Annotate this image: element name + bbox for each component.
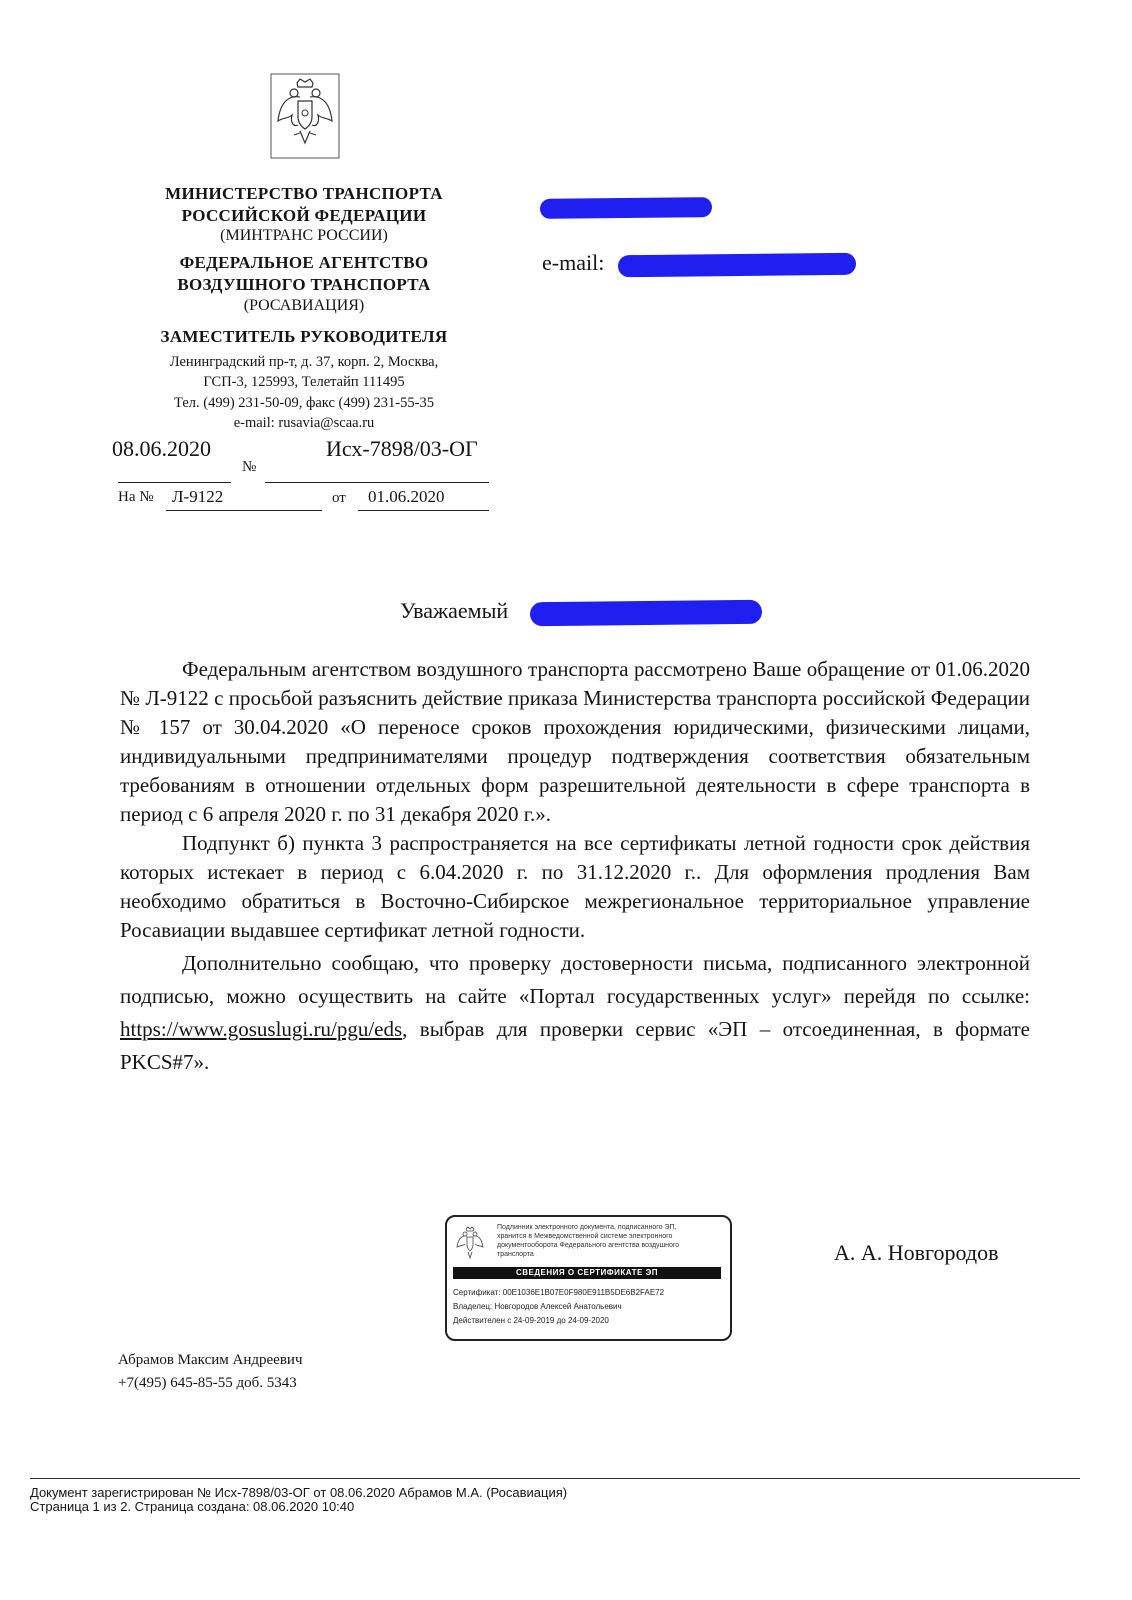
reference-number-underline bbox=[166, 510, 322, 511]
position-title: ЗАМЕСТИТЕЛЬ РУКОВОДИТЕЛЯ bbox=[160, 327, 448, 346]
stamp-caption-line3: документооборота Федерального агентства воздушного bbox=[497, 1242, 680, 1249]
reference-date-underline bbox=[358, 510, 489, 511]
stamp-caption-line1: Подлинник электронного документа, подписанного ЭП, bbox=[497, 1224, 677, 1231]
stamp-emblem-icon bbox=[455, 1225, 485, 1261]
recipient-email-label: e-mail: bbox=[542, 250, 605, 275]
agency-name-line1: ФЕДЕРАЛЬНОЕ АГЕНТСТВО bbox=[179, 253, 429, 272]
stamp-owner: Владелец: Новгородов Алексей Анатольевич bbox=[453, 1302, 622, 1311]
agency-name-line2: ВОЗДУШНОГО ТРАНСПОРТА bbox=[177, 275, 431, 294]
footer-registration-line: Документ зарегистрирован № Исх-7898/03-ОГ от 08.06.2020 Абрамов М.А. (Росавиация) bbox=[30, 1485, 568, 1500]
stamp-certificate-id: Сертификат: 00E1036E1B07E0F980E911B5DE6B2FAE72 bbox=[453, 1288, 665, 1297]
address-line2: ГСП-3, 125993, Телетайп 111495 bbox=[203, 374, 405, 390]
date-underline bbox=[118, 482, 231, 483]
body-paragraph-2: Подпункт б) пункта 3 распространяется на все сертификаты летной годности срок действия которых истекает в период с 6.04.2020 г. по 31.12.2020 г.. Для оформления продления Вам необходимо обратиться в Восточно-Сибирское межрегиональное территориальное управление Росавиации выдавшее сертификат летной годности. bbox=[120, 831, 1030, 942]
stamp-caption-line4: транспорта bbox=[497, 1251, 534, 1258]
ministry-short-name: (МИНТРАНС РОССИИ) bbox=[220, 227, 388, 244]
stamp-validity: Действителен с 24-09-2019 до 24-09-2020 bbox=[453, 1316, 609, 1325]
electronic-signature-stamp bbox=[445, 1215, 732, 1341]
footer-divider bbox=[30, 1478, 1080, 1479]
reference-label: На № bbox=[118, 489, 154, 505]
registration-number: Исх-7898/03-ОГ bbox=[326, 436, 478, 461]
salutation: Уважаемый bbox=[400, 598, 509, 623]
body-paragraph-1: Федеральным агентством воздушного транспорта рассмотрено Ваше обращение от 01.06.2020 № Л-9122 с просьбой разъяснить действие приказа Министерства транспорта российской Федерации № 157 от 30.04.2020 «О переносе сроков прохождения юридическими, физическими лицами, индивидуальными предпринимателями процедур подтверждения соответствия обязательным требованиям в отношении отдельных форм разрешительной деятельности в сфере транспорта в период с 6 апреля 2020 г. по 31 декабря 2020 г.». bbox=[120, 657, 1030, 826]
phone-fax-line: Тел. (499) 231-50-09, факс (499) 231-55-35 bbox=[174, 395, 434, 411]
recipient-email-redaction bbox=[618, 253, 856, 277]
registration-number-label: № bbox=[242, 459, 257, 475]
ministry-name-line1: МИНИСТЕРСТВО ТРАНСПОРТА bbox=[165, 184, 443, 203]
executor-name: Абрамов Максим Андреевич bbox=[118, 1352, 303, 1368]
reference-from-label: от bbox=[332, 490, 346, 506]
coat-of-arms-emblem bbox=[270, 73, 340, 159]
stamp-certificate-header: СВЕДЕНИЯ О СЕРТИФИКАТЕ ЭП bbox=[453, 1267, 721, 1279]
reference-number: Л-9122 bbox=[172, 487, 224, 506]
body-paragraph-3-text: Дополнительно сообщаю, что проверку достоверности письма, подписанного электронной подписью, можно осуществить на сайте «Портал государственных услуг» перейдя по ссылке: bbox=[120, 951, 1030, 1008]
stamp-caption bbox=[497, 1223, 723, 1259]
body-paragraph-3 bbox=[120, 947, 1030, 1079]
stamp-caption-line2: хранится в Межведомственной системе электронного bbox=[497, 1233, 673, 1240]
signatory-name: А. А. Новгородов bbox=[834, 1240, 999, 1265]
executor-phone: +7(495) 645-85-55 доб. 5343 bbox=[118, 1375, 297, 1391]
salutation-name-redaction bbox=[530, 600, 762, 626]
letter-body bbox=[120, 655, 1030, 1079]
agency-short-name: (РОСАВИАЦИЯ) bbox=[243, 297, 365, 314]
registration-date: 08.06.2020 bbox=[112, 436, 211, 461]
recipient-name-redaction bbox=[540, 197, 712, 219]
footer-page-line: Страница 1 из 2. Страница создана: 08.06.2020 10:40 bbox=[30, 1499, 355, 1514]
reference-date: 01.06.2020 bbox=[368, 487, 445, 506]
body-paragraph-3-tail: , выбрав для проверки сервис «ЭП – отсоединенная, в формате PKCS#7». bbox=[120, 1017, 1030, 1074]
gosuslugi-link[interactable]: https://www.gosuslugi.ru/pgu/eds bbox=[120, 1017, 403, 1041]
address-line1: Ленинградский пр-т, д. 37, корп. 2, Москва, bbox=[169, 354, 439, 370]
number-underline bbox=[265, 482, 489, 483]
agency-email-line: e-mail: rusavia@scaa.ru bbox=[233, 415, 375, 431]
ministry-name-line2: РОССИЙСКОЙ ФЕДЕРАЦИИ bbox=[181, 206, 427, 225]
